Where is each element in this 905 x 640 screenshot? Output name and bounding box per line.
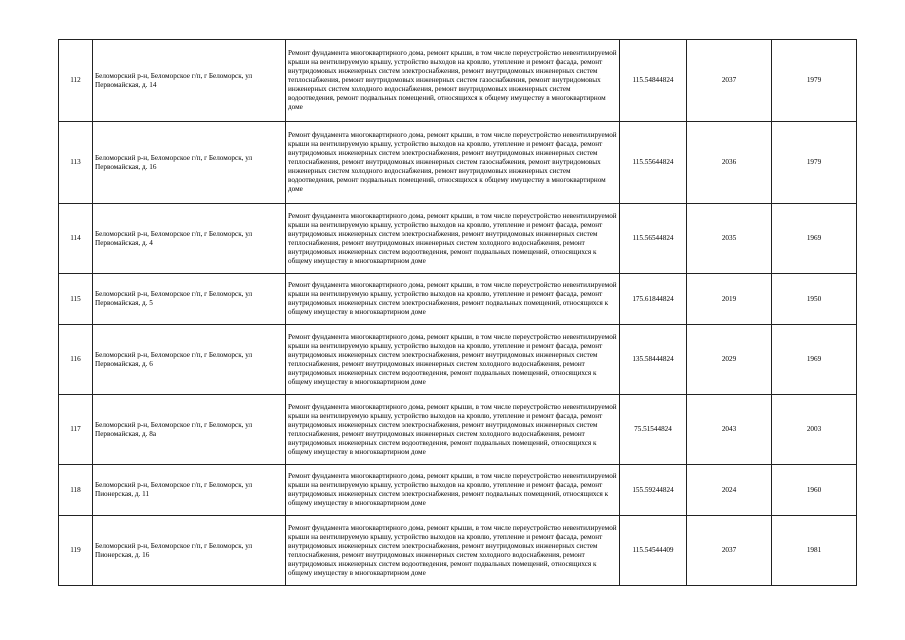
address-cell: Беломорский р-н, Беломорское г/п, г Беломорск, ул Первомайская, д. 5 xyxy=(93,274,286,325)
table-row xyxy=(59,465,857,516)
table-row xyxy=(59,325,857,395)
planned-year-cell: 2029 xyxy=(687,325,772,395)
table-row xyxy=(59,274,857,325)
planned-year-cell: 2037 xyxy=(687,40,772,122)
address-cell: Беломорский р-н, Беломорское г/п, г Беломорск, ул Первомайская, д. 4 xyxy=(93,204,286,274)
row-number: 117 xyxy=(59,395,93,465)
planned-year-cell: 2036 xyxy=(687,122,772,204)
address-cell: Беломорский р-н, Беломорское г/п, г Беломорск, ул Первомайская, д. 14 xyxy=(93,40,286,122)
works-cell: Ремонт фундамента многоквартирного дома, ремонт крыши, в том числе переустройство невентилируемой крыши на вентилируемую крышу, устройство выходов на кровлю, утепление и ремонт фасада, ремонт внутридомовых инженерных систем электроснабжения, ремонт подвальных помещений, относящихся к общему имуществу в многоквартирном доме xyxy=(286,465,620,516)
cost-cell: 115.56544824 xyxy=(620,204,687,274)
table-row xyxy=(59,40,857,122)
row-number: 118 xyxy=(59,465,93,516)
works-cell: Ремонт фундамента многоквартирного дома, ремонт крыши, в том числе переустройство невентилируемой крыши на вентилируемую крышу, устройство выходов на кровлю, утепление и ремонт фасада, ремонт внутридомовых инженерных систем электроснабжения, ремонт внутридомовых инженерных систем теплоснабжения, ремонт внутридомовых инженерных систем газоснабжения, ремонт внутридомовых инженерных систем холодного водоснабжения, ремонт внутридомовых инженерных систем водоотведения, ремонт подвальных помещений, относящихся к общему имуществу в многоквартирном доме xyxy=(286,122,620,204)
planned-year-cell: 2035 xyxy=(687,204,772,274)
cost-cell: 135.58444824 xyxy=(620,325,687,395)
works-cell: Ремонт фундамента многоквартирного дома, ремонт крыши, в том числе переустройство невентилируемой крыши на вентилируемую крышу, устройство выходов на кровлю, утепление и ремонт фасада, ремонт внутридомовых инженерных систем электроснабжения, ремонт внутридомовых инженерных систем теплоснабжения, ремонт внутридомовых инженерных систем холодного водоснабжения, ремонт внутридомовых инженерных систем водоотведения, ремонт подвальных помещений, относящихся к общему имуществу в многоквартирном доме xyxy=(286,204,620,274)
build-year-cell: 1960 xyxy=(772,465,857,516)
cost-cell: 115.54544409 xyxy=(620,516,687,586)
document-page xyxy=(58,39,857,586)
address-cell: Беломорский р-н, Беломорское г/п, г Беломорск, ул Первомайская, д. 6 xyxy=(93,325,286,395)
cost-cell: 155.59244824 xyxy=(620,465,687,516)
planned-year-cell: 2024 xyxy=(687,465,772,516)
planned-year-cell: 2037 xyxy=(687,516,772,586)
table-row xyxy=(59,395,857,465)
row-number: 116 xyxy=(59,325,93,395)
table-row xyxy=(59,204,857,274)
cost-cell: 75.51544824 xyxy=(620,395,687,465)
build-year-cell: 1979 xyxy=(772,40,857,122)
cost-cell: 175.61844824 xyxy=(620,274,687,325)
works-cell: Ремонт фундамента многоквартирного дома, ремонт крыши, в том числе переустройство невентилируемой крыши на вентилируемую крышу, устройство выходов на кровлю, утепление и ремонт фасада, ремонт внутридомовых инженерных систем электроснабжения, ремонт внутридомовых инженерных систем теплоснабжения, ремонт внутридомовых инженерных систем холодного водоснабжения, ремонт внутридомовых инженерных систем водоотведения, ремонт подвальных помещений, относящихся к общему имуществу в многоквартирном доме xyxy=(286,395,620,465)
address-cell: Беломорский р-н, Беломорское г/п, г Беломорск, ул Пионерская, д. 11 xyxy=(93,465,286,516)
row-number: 112 xyxy=(59,40,93,122)
housing-repair-table xyxy=(58,39,857,586)
address-cell: Беломорский р-н, Беломорское г/п, г Беломорск, ул Пионерская, д. 16 xyxy=(93,516,286,586)
cost-cell: 115.55644824 xyxy=(620,122,687,204)
planned-year-cell: 2043 xyxy=(687,395,772,465)
row-number: 114 xyxy=(59,204,93,274)
build-year-cell: 1981 xyxy=(772,516,857,586)
address-cell: Беломорский р-н, Беломорское г/п, г Беломорск, ул Первомайская, д. 16 xyxy=(93,122,286,204)
build-year-cell: 1969 xyxy=(772,204,857,274)
table-row xyxy=(59,122,857,204)
row-number: 119 xyxy=(59,516,93,586)
cost-cell: 115.54844824 xyxy=(620,40,687,122)
build-year-cell: 1950 xyxy=(772,274,857,325)
row-number: 115 xyxy=(59,274,93,325)
planned-year-cell: 2019 xyxy=(687,274,772,325)
works-cell: Ремонт фундамента многоквартирного дома, ремонт крыши, в том числе переустройство невентилируемой крыши на вентилируемую крышу, устройство выходов на кровлю, утепление и ремонт фасада, ремонт внутридомовых инженерных систем электроснабжения, ремонт подвальных помещений, относящихся к общему имуществу в многоквартирном доме xyxy=(286,274,620,325)
works-cell: Ремонт фундамента многоквартирного дома, ремонт крыши, в том числе переустройство невентилируемой крыши на вентилируемую крышу, устройство выходов на кровлю, утепление и ремонт фасада, ремонт внутридомовых инженерных систем электроснабжения, ремонт внутридомовых инженерных систем теплоснабжения, ремонт внутридомовых инженерных систем холодного водоснабжения, ремонт внутридомовых инженерных систем водоотведения, ремонт подвальных помещений, относящихся к общему имуществу в многоквартирном доме xyxy=(286,516,620,586)
build-year-cell: 1969 xyxy=(772,325,857,395)
address-cell: Беломорский р-н, Беломорское г/п, г Беломорск, ул Первомайская, д. 8а xyxy=(93,395,286,465)
row-number: 113 xyxy=(59,122,93,204)
works-cell: Ремонт фундамента многоквартирного дома, ремонт крыши, в том числе переустройство невентилируемой крыши на вентилируемую крышу, устройство выходов на кровлю, утепление и ремонт фасада, ремонт внутридомовых инженерных систем электроснабжения, ремонт внутридомовых инженерных систем теплоснабжения, ремонт внутридомовых инженерных систем газоснабжения, ремонт внутридомовых инженерных систем холодного водоснабжения, ремонт внутридомовых инженерных систем водоотведения, ремонт подвальных помещений, относящихся к общему имуществу в многоквартирном доме xyxy=(286,40,620,122)
table-row xyxy=(59,516,857,586)
works-cell: Ремонт фундамента многоквартирного дома, ремонт крыши, в том числе переустройство невентилируемой крыши на вентилируемую крышу, устройство выходов на кровлю, утепление и ремонт фасада, ремонт внутридомовых инженерных систем электроснабжения, ремонт внутридомовых инженерных систем теплоснабжения, ремонт внутридомовых инженерных систем холодного водоснабжения, ремонт внутридомовых инженерных систем водоотведения, ремонт подвальных помещений, относящихся к общему имуществу в многоквартирном доме xyxy=(286,325,620,395)
build-year-cell: 2003 xyxy=(772,395,857,465)
build-year-cell: 1979 xyxy=(772,122,857,204)
